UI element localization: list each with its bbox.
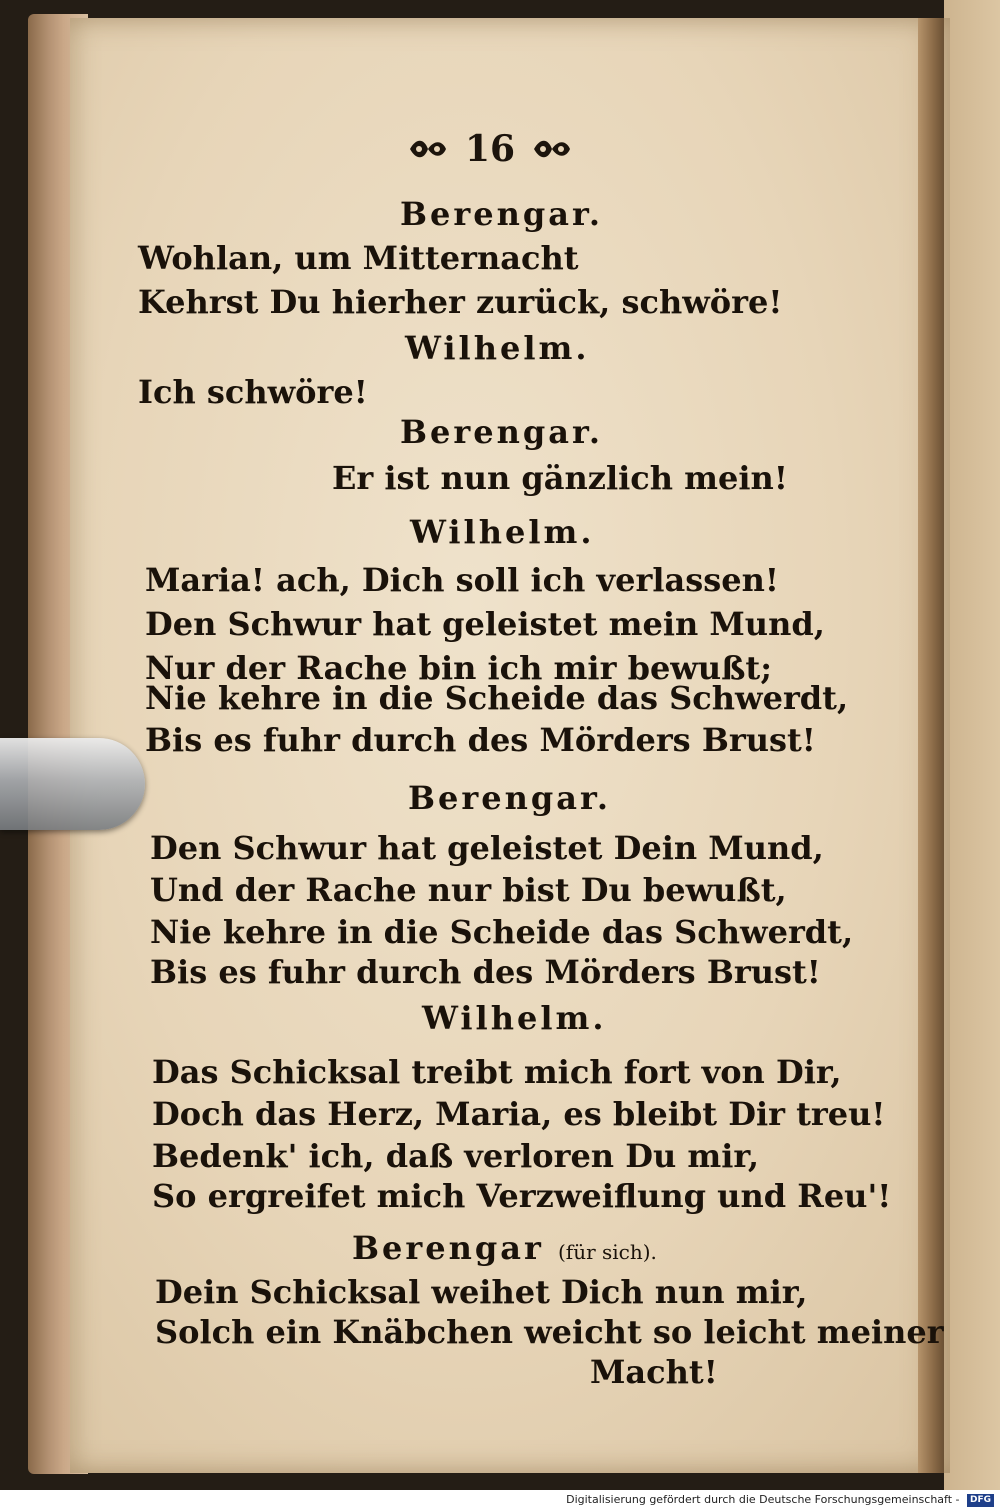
digitization-footer <box>0 1490 1000 1510</box>
verse-line: Und der Rache nur bist Du bewußt, <box>150 871 787 909</box>
speaker-name: Wilhelm. <box>422 999 607 1037</box>
right-ornament-icon <box>530 134 574 164</box>
speaker-name: Berengar. <box>400 195 604 233</box>
verse-line: Bis es fuhr durch des Mörders Brust! <box>150 953 821 991</box>
verse-line: Bis es fuhr durch des Mörders Brust! <box>145 721 816 759</box>
verse-line: Nie kehre in die Scheide das Schwerdt, <box>145 679 849 717</box>
page-header <box>400 128 580 178</box>
speaker-name: Wilhelm. <box>410 513 595 551</box>
speaker-name: Berengar. <box>408 779 612 817</box>
speaker-name: Berengar. <box>400 413 604 451</box>
verse-line: Nur der Rache bin ich mir bewußt; <box>145 649 773 687</box>
speaker-name-text: Berengar <box>352 1229 544 1267</box>
dfg-logo: DFG <box>967 1494 994 1507</box>
verse-line: Macht! <box>590 1353 718 1391</box>
speaker-name: Wilhelm. <box>405 329 590 367</box>
verse-line: Maria! ach, Dich soll ich verlassen! <box>145 561 779 599</box>
verse-line: Ich schwöre! <box>138 373 368 411</box>
verse-line: Dein Schicksal weihet Dich nun mir, <box>155 1273 808 1311</box>
verse-line: Das Schicksal treibt mich fort von Dir, <box>152 1053 842 1091</box>
verse-line: Den Schwur hat geleistet mein Mund, <box>145 605 825 643</box>
left-ornament-icon <box>406 134 450 164</box>
verse-line: Solch ein Knäbchen weicht so leicht meiner <box>155 1313 944 1351</box>
footer-text: Digitalisierung gefördert durch die Deutsche Forschungsgemeinschaft - <box>566 1493 960 1506</box>
verse-line: Den Schwur hat geleistet Dein Mund, <box>150 829 824 867</box>
verse-line: Doch das Herz, Maria, es bleibt Dir treu! <box>152 1095 886 1133</box>
page-number: 16 <box>464 128 516 170</box>
verse-line: Bedenk' ich, daß verloren Du mir, <box>152 1137 760 1175</box>
plastic-page-clip <box>0 738 145 830</box>
verse-line: Kehrst Du hierher zurück, schwöre! <box>138 283 783 321</box>
speaker-name <box>352 1228 657 1272</box>
verse-line: Nie kehre in die Scheide das Schwerdt, <box>150 913 854 951</box>
facing-page-edge <box>944 0 1000 1490</box>
book-gutter <box>918 18 944 1473</box>
verse-line: So ergreifet mich Verzweiflung und Reu'! <box>152 1177 892 1215</box>
stage-direction: (für sich). <box>558 1240 657 1264</box>
verse-line: Wohlan, um Mitternacht <box>138 239 579 277</box>
verse-line: Er ist nun gänzlich mein! <box>332 459 788 497</box>
